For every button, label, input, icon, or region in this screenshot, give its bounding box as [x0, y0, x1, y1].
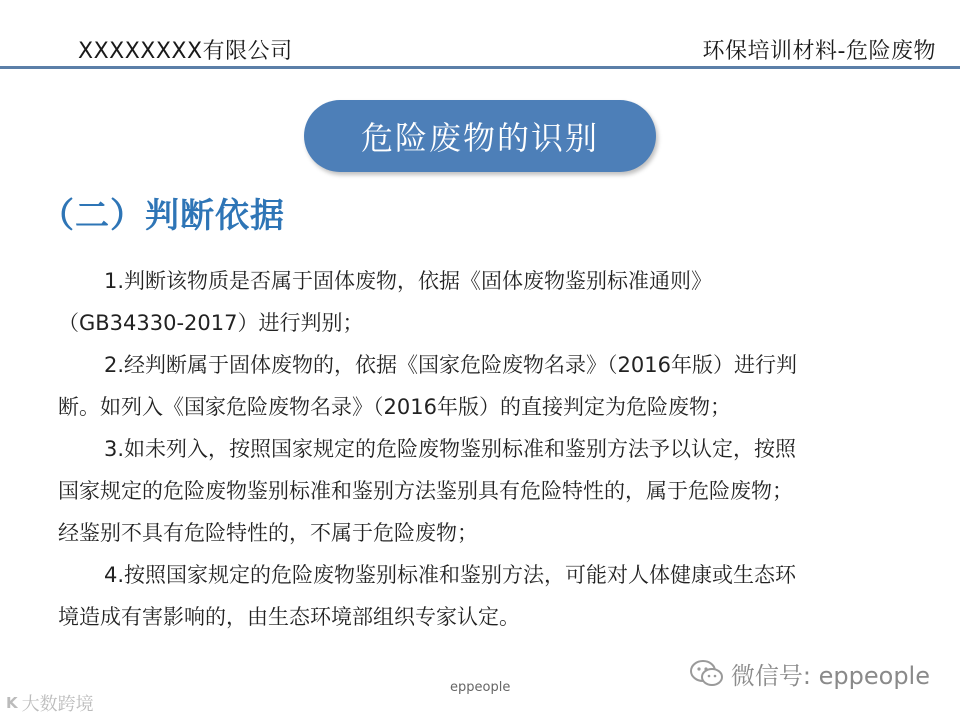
corner-logo: [6, 690, 94, 716]
body-line-3: 2.经判断属于固体废物的，依据《国家危险废物名录》（2016年版）进行判: [104, 353, 797, 377]
body-line-4: 断。如列入《国家危险废物名录》（2016年版）的直接判定为危险废物；: [58, 395, 731, 419]
wechat-icon: [689, 658, 725, 690]
body-line-1: 1.判断该物质是否属于固体废物，依据《固体废物鉴别标准通则》: [104, 269, 713, 293]
body-line-6: 国家规定的危险废物鉴别标准和鉴别方法鉴别具有危险特性的，属于危险废物；: [58, 479, 793, 503]
body-line-8: 4.按照国家规定的危险废物鉴别标准和鉴别方法，可能对人体健康或生态环: [104, 563, 797, 587]
slide-header: [0, 0, 960, 68]
body-line-2: （GB34330-2017）进行判别；: [58, 311, 364, 335]
header-divider: [0, 66, 960, 69]
banner-title: 危险废物的识别: [360, 119, 599, 157]
body-line-5: 3.如未列入，按照国家规定的危险废物鉴别标准和鉴别方法予以认定，按照: [104, 437, 797, 461]
corner-logo-mark: K: [6, 694, 18, 712]
body-text: [58, 260, 908, 638]
body-line-7: 经鉴别不具有危险特性的，不属于危险废物；: [58, 521, 478, 545]
wechat-watermark: [689, 656, 930, 691]
title-banner: [304, 100, 656, 172]
section-heading: （二）判断依据: [40, 196, 285, 236]
document-title: 环保培训材料-危险废物: [702, 39, 936, 64]
footer-note: eppeople: [450, 680, 511, 695]
body-line-9: 境造成有害影响的，由生态环境部组织专家认定。: [58, 605, 520, 629]
wechat-id-text: 微信号: eppeople: [730, 662, 930, 690]
corner-logo-text: 大数跨境: [21, 694, 94, 715]
company-name: XXXXXXXX有限公司: [78, 39, 293, 64]
